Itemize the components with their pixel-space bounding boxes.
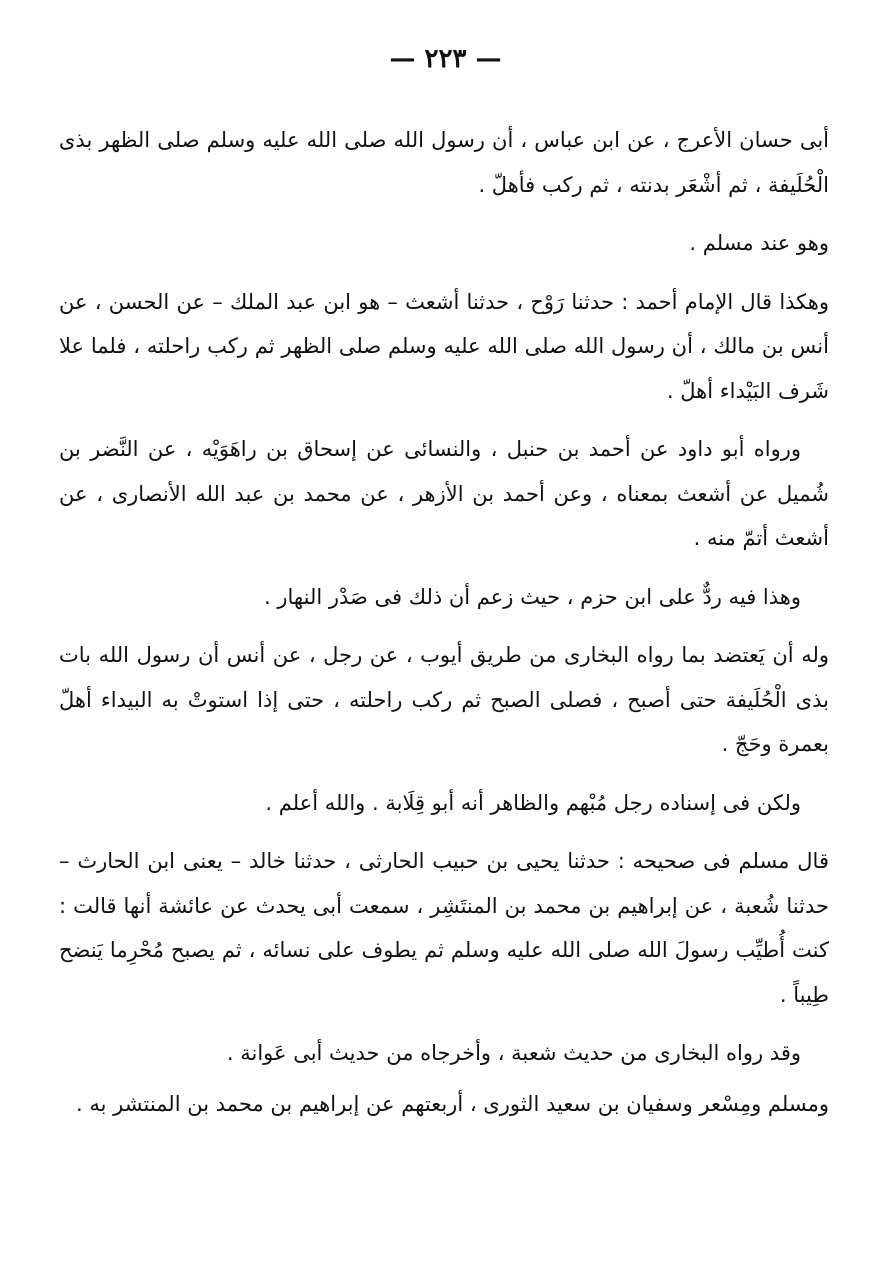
paragraph-7: ولكن فى إسناده رجل مُبْهم والظاهر أنه أبو قِلَابة . والله أعلم .	[265, 790, 801, 815]
body-text	[59, 118, 829, 1140]
paragraph-8: قال مسلم فى صحيحه : حدثنا يحيى بن حبيب الحارثى ، حدثنا خالد – يعنى ابن الحارث – حدثنا شُعبة ، عن إبراهيم بن محمد بن المنتَشِر ، سمعت أبى يحدث عن عائشة أنها قالت : كنت أُطيِّب رسولَ الله صلى الله عليه وسلم ثم يطوف على نسائه ، ثم يصبح مُحْرِما يَنضح طِيباً .	[59, 849, 829, 1007]
paragraph-4: ورواه أبو داود عن أحمد بن حنبل ، والنسائى عن إسحاق بن راهَوَيْه ، عن النَّضر بن شُميل عن أشعث بمعناه ، وعن أحمد بن الأزهر ، عن محمد بن عبد الله الأنصارى ، عن أشعث أتمّ منه .	[59, 437, 829, 550]
paragraph-9: وقد رواه البخارى من حديث شعبة ، وأخرجاه من حديث أبى عَوانة .	[226, 1041, 801, 1065]
paragraph-6: وله أن يَعتضد بما رواه البخارى من طريق أيوب ، عن رجل ، عن أنس أن رسول الله بات بذى الْحُلَيفة حتى أصبح ، فصلى الصبح ثم ركب راحلته ، حتى إذا استوتْ به البيداء أهلّ بعمرة وحَجّ .	[59, 643, 829, 756]
paragraph-1: أبى حسان الأعرج ، عن ابن عباس ، أن رسول الله صلى الله عليه وسلم صلى الظهر بذى الْحُلَيفة ، ثم أشْعَر بدنته ، ثم ركب فأهلّ .	[59, 128, 829, 197]
paragraph-5: وهذا فيه ردٌّ على ابن حزم ، حيث زعم أن ذلك فى صَدْر النهار .	[264, 584, 801, 609]
paragraph-2: وهو عند مسلم .	[689, 231, 829, 255]
paragraph-10: ومسلم ومِسْعر وسفيان بن سعيد الثورى ، أربعتهم عن إبراهيم بن محمد بن المنتشر به .	[76, 1091, 829, 1116]
page-number: — ٢٢٣ —	[389, 44, 502, 74]
paragraph-3: وهكذا قال الإمام أحمد : حدثنا رَوْح ، حدثنا أشعث – هو ابن عبد الملك – عن الحسن ، عن أنس بن مالك ، أن رسول الله صلى الله عليه وسلم صلى الظهر ثم ركب راحلته ، فلما علا شَرف البَيْداء أهلّ .	[59, 289, 829, 403]
